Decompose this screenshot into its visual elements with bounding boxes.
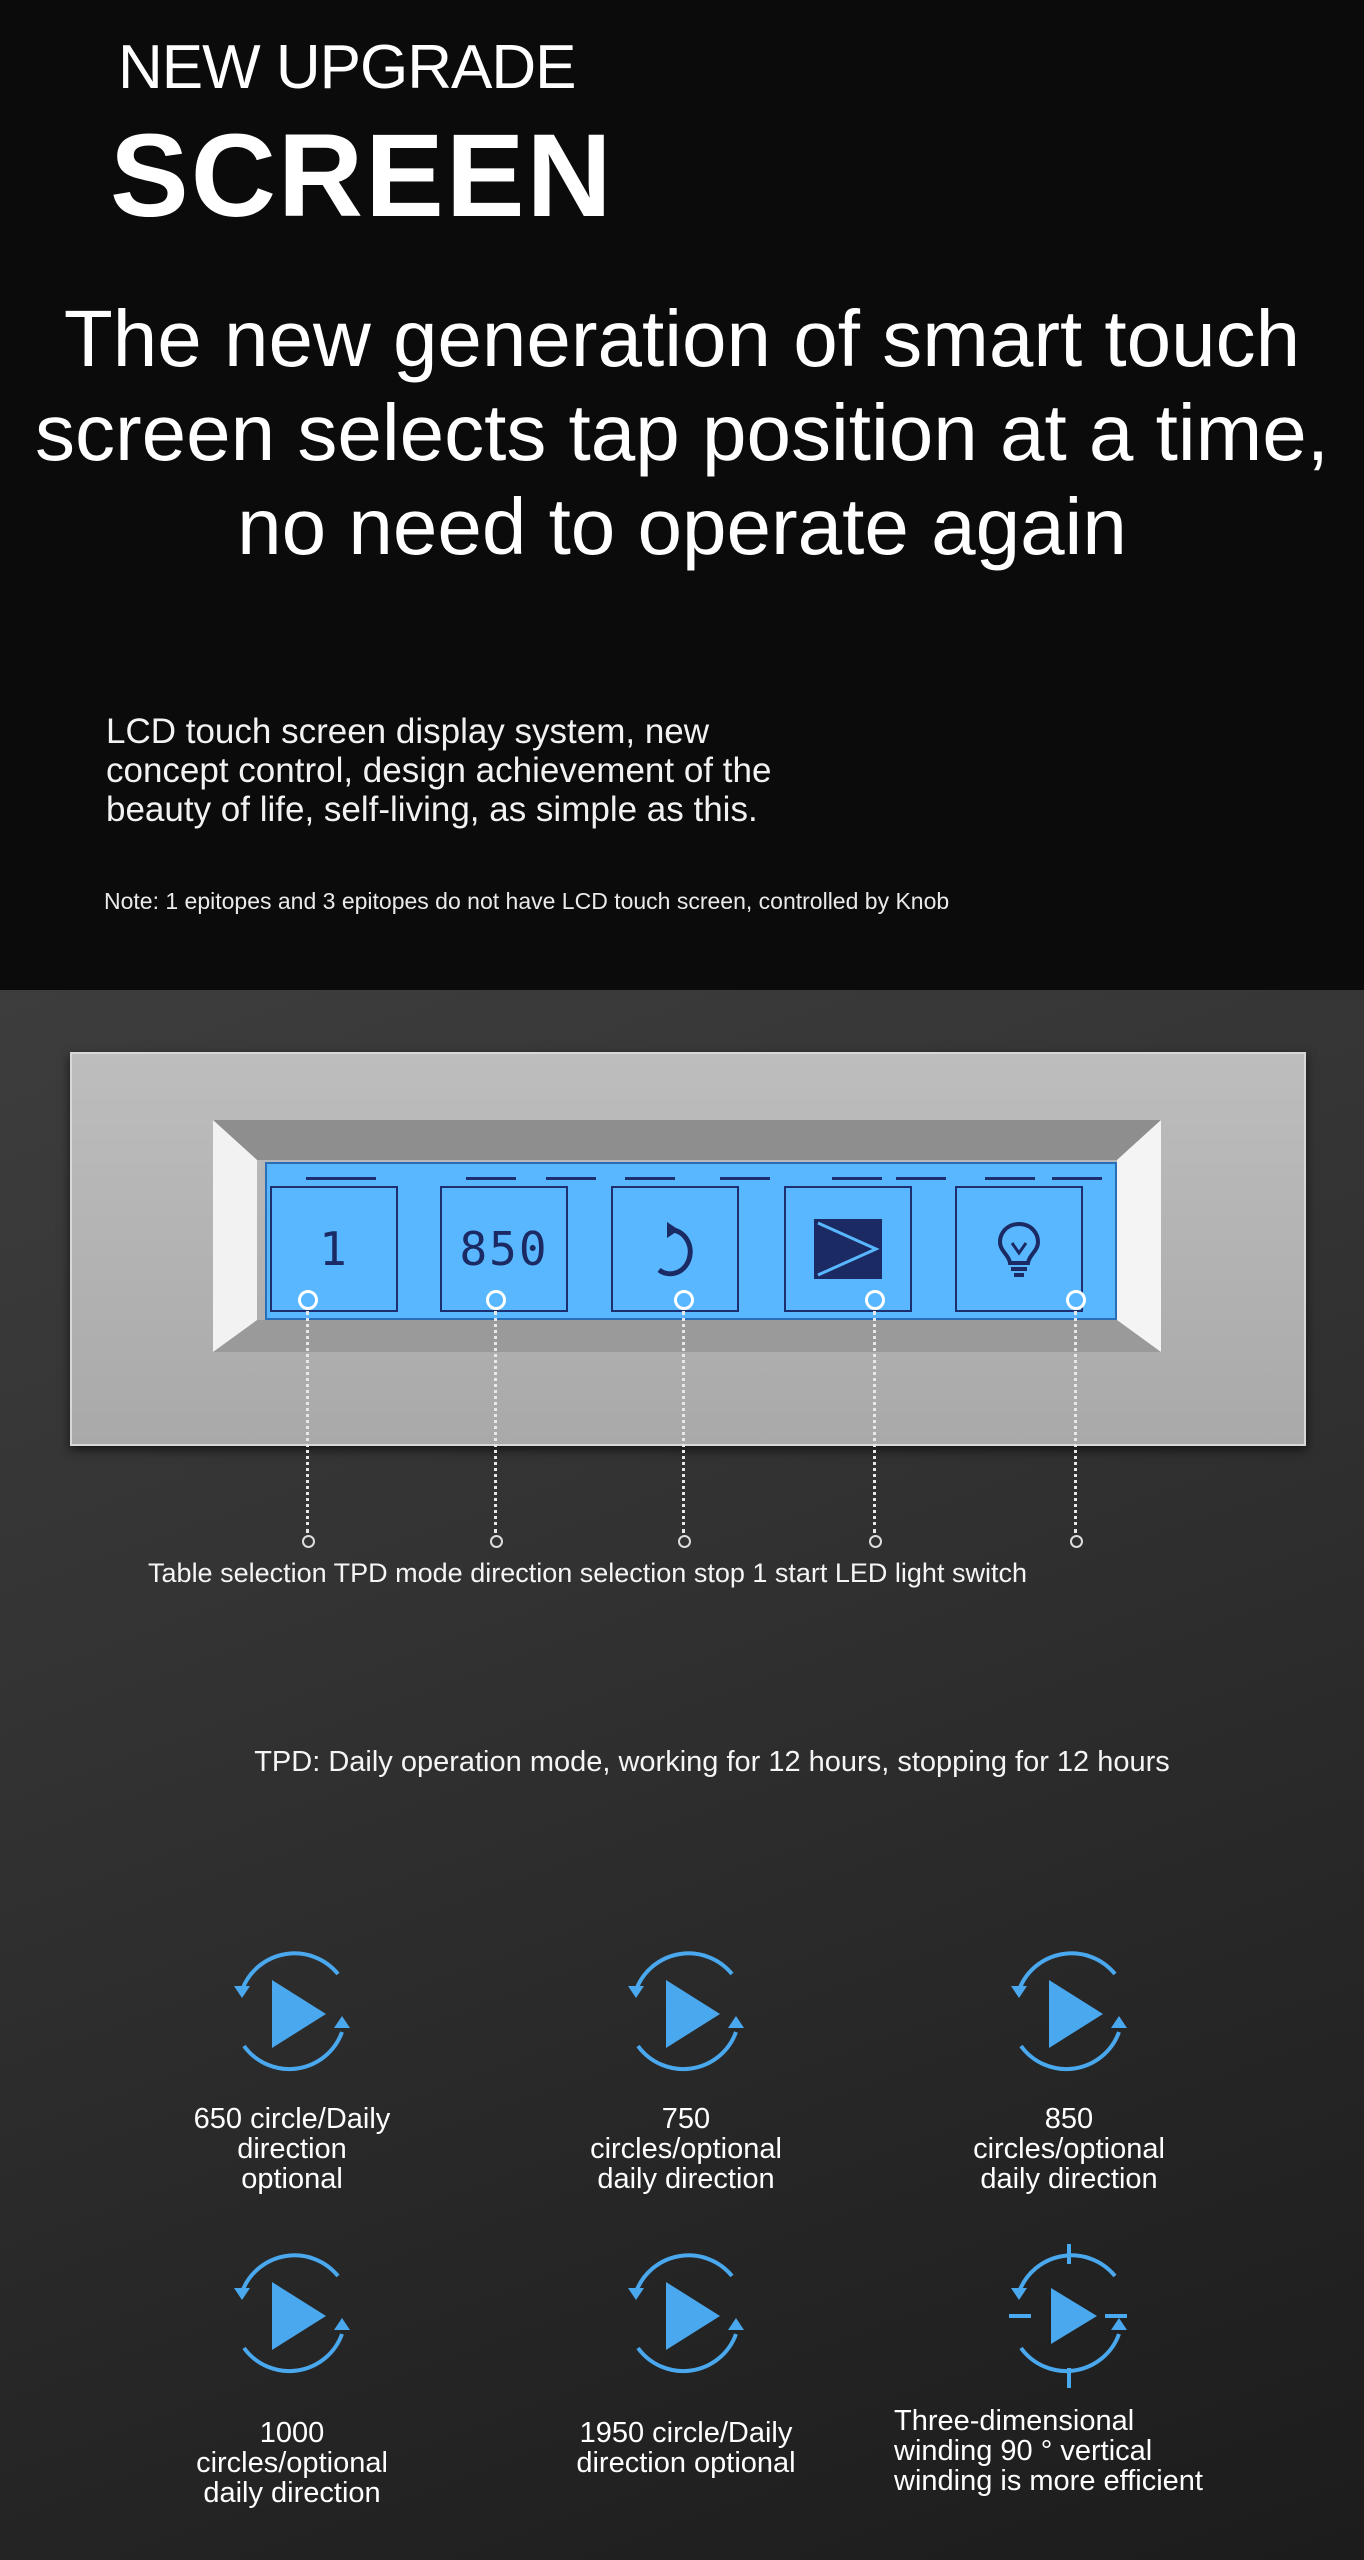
mode-label-line: direction (237, 2133, 347, 2165)
mode-label-line: 850 (1044, 2103, 1094, 2135)
panel-caption: Table selection TPD mode direction selection stop 1 start LED light switch (148, 1558, 1027, 1588)
led-light-switch-button[interactable] (955, 1186, 1083, 1312)
title-screen: SCREEN (110, 110, 614, 242)
mode-label-line: daily direction (597, 2163, 775, 2195)
rotation-play-icon (596, 1928, 776, 2098)
tpd-description: TPD: Daily operation mode, working for 12 hours, stopping for 12 hours (254, 1746, 1170, 1778)
mode-label-line: Three-dimensional (894, 2405, 1135, 2437)
callout-end (1070, 1535, 1083, 1548)
mode-label-line: direction optional (576, 2447, 796, 2479)
description-line: beauty of life, self-living, as simple as this. (106, 790, 758, 829)
mode-850 (904, 1928, 1234, 2194)
callout-line (873, 1311, 876, 1533)
headline (0, 292, 1364, 574)
screen-segment (466, 1177, 516, 1180)
mode-label-line: 1950 circle/Daily (579, 2417, 793, 2449)
table-digit: 1 (319, 1222, 349, 1276)
description-line: LCD touch screen display system, new (106, 712, 710, 751)
mode-label (521, 2418, 851, 2478)
mode-label (904, 2104, 1234, 2194)
mode-label-line: winding is more efficient (894, 2465, 1203, 2497)
mode-three-dimensional (894, 2230, 1234, 2497)
screen-segment (546, 1177, 596, 1180)
mode-label-line: circles/optional (973, 2133, 1165, 2165)
headline-line: The new generation of smart touch (63, 294, 1301, 383)
rotation-play-icon (596, 2230, 776, 2400)
callout-dot (298, 1290, 318, 1310)
screen-segment (306, 1177, 376, 1180)
description-line: concept control, design achievement of the (106, 751, 772, 790)
mode-label-line: optional (241, 2163, 343, 2195)
callout-line (682, 1311, 685, 1533)
rotation-3d-icon (979, 2230, 1159, 2400)
callout-line (494, 1311, 497, 1533)
stop-start-button[interactable] (784, 1186, 912, 1312)
mode-label-line: circles/optional (196, 2447, 388, 2479)
table-selection-button[interactable] (270, 1186, 398, 1312)
direction-arrow-icon (645, 1214, 705, 1284)
screen-segment (625, 1177, 675, 1180)
screen-segment (896, 1177, 946, 1180)
play-stop-icon (812, 1217, 884, 1281)
callout-dot (1066, 1290, 1086, 1310)
mode-1000 (127, 2230, 457, 2508)
callout-end (869, 1535, 882, 1548)
rotation-play-icon (979, 1928, 1159, 2098)
screen-segment (720, 1177, 770, 1180)
headline-line: no need to operate again (237, 482, 1127, 571)
callout-dot (486, 1290, 506, 1310)
mode-1950 (521, 2230, 851, 2478)
mode-label-line: circles/optional (590, 2133, 782, 2165)
callout-end (302, 1535, 315, 1548)
mode-label (521, 2104, 851, 2194)
mode-label-line: 750 (661, 2103, 711, 2135)
rotation-play-icon (202, 2230, 382, 2400)
tpd-digits: 850 (459, 1222, 549, 1276)
mode-label (127, 2418, 457, 2508)
screen-segment (985, 1177, 1035, 1180)
description (106, 712, 926, 829)
screen-segment (1052, 1177, 1102, 1180)
callout-end (678, 1535, 691, 1548)
screen-segment (832, 1177, 882, 1180)
mode-label (127, 2104, 457, 2194)
mode-650 (127, 1928, 457, 2194)
mode-label-line: 650 circle/Daily (193, 2103, 391, 2135)
mode-label-line: daily direction (980, 2163, 1158, 2195)
note-text: Note: 1 epitopes and 3 epitopes do not have LCD touch screen, controlled by Knob (104, 888, 950, 914)
mode-label-line: winding 90 ° vertical (894, 2435, 1153, 2467)
callout-line (1074, 1311, 1077, 1533)
callout-dot (865, 1290, 885, 1310)
title-new-upgrade: NEW UPGRADE (118, 33, 576, 102)
callout-end (490, 1535, 503, 1548)
callout-dot (674, 1290, 694, 1310)
rotation-play-icon (202, 1928, 382, 2098)
callout-line (306, 1311, 309, 1533)
mode-label (894, 2406, 1234, 2496)
led-bulb-icon (994, 1219, 1044, 1279)
mode-label-line: 1000 (259, 2417, 325, 2449)
headline-line: screen selects tap position at a time, (35, 388, 1329, 477)
mode-750 (521, 1928, 851, 2194)
mode-label-line: daily direction (203, 2477, 381, 2509)
